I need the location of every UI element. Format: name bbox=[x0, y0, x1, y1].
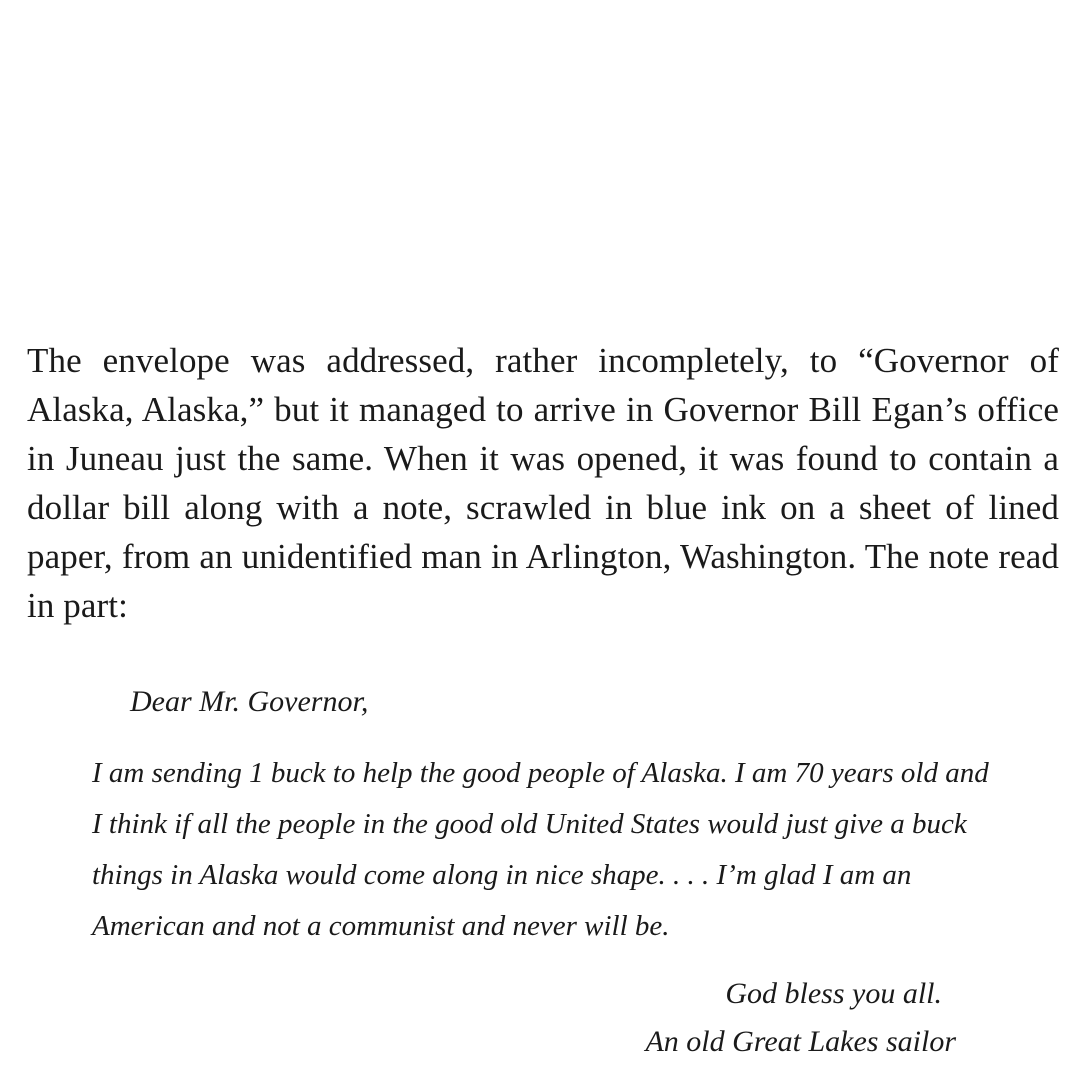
letter-body: I am sending 1 buck to help the good people of Alaska. I am 70 years old and I think if all the people in the good old United States would just give a buck things in Alaska would come along in nice shape. . . . I’m glad I am an American and not a communist and never will be. bbox=[92, 757, 989, 942]
letter-salutation: Dear Mr. Governor, bbox=[130, 685, 369, 718]
body-paragraph: The envelope was addressed, rather incompletely, to “Governor of Alaska, Alaska,” but it managed to arrive in Governor Bill Egan’s office in Juneau just the same. When it was opened, it was found to contain a dollar bill along with a note, scrawled in blue ink on a sheet of lined paper, from an unidentified man in Arlington, Washington. The note read in part: bbox=[27, 341, 1059, 625]
letter-closing-block bbox=[0, 972, 1080, 1062]
letter-closing: God bless you all. bbox=[725, 977, 942, 1010]
letter-signature: An old Great Lakes sailor bbox=[645, 1025, 956, 1058]
